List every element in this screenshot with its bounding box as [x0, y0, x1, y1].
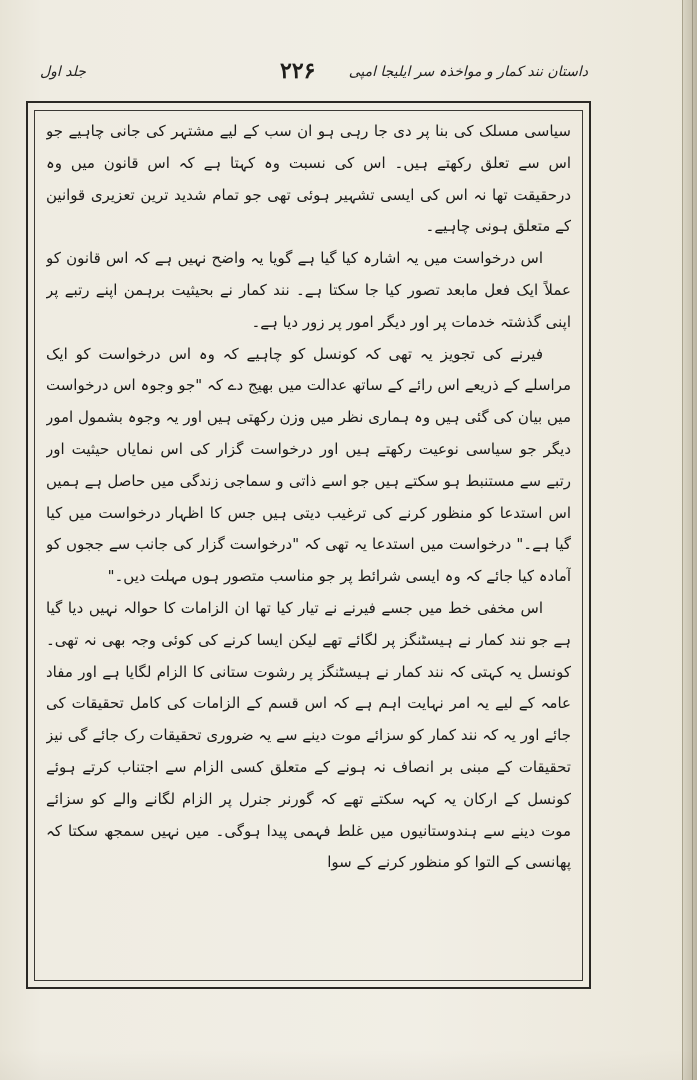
- paragraph: اس مخفی خط میں جسے فیرنے نے تیار کیا تھا ان الزامات کا حوالہ نہیں دیا گیا ہے جو نند کمار نے ہیسٹنگز پر لگائے تھے لیکن ایسا کرنے کی کوئی وجہ بھی نہ تھی۔ کونسل یہ کہتی کہ نند کمار نے ہیسٹنگز پر رشوت ستانی کا الزام لگایا ہے اور مفاد عامہ کے لیے یہ امر نہایت اہم ہے کہ اس قسم کے الزامات کی کامل تحقیقات کی جائے اور یہ کہ نند کمار کو سزائے موت دینے سے یہ ضروری تحقیقات رک جائے گی نیز تحقیقات کے مبنی بر انصاف نہ ہونے کے متعلق کسی الزام سے اجتناب کرتے ہوئے کونسل کے ارکان یہ کہہ سکتے تھے کہ گورنر جنرل پر الزام لگانے والے کو سزائے موت دینے سے ہندوستانیوں میں غلط فہمی پیدا ہوگی۔ میں نہیں سمجھ سکتا کہ پھانسی کے التوا کو منظور کرنے کے سوا: [46, 598, 571, 872]
- running-title: داستان نند کمار و مواخذہ سر ایلیجا امپی: [348, 64, 588, 80]
- paragraph: اس درخواست میں یہ اشارہ کیا گیا ہے گویا یہ واضح نہیں ہے کہ اس قانون کو عملاً ایک فعل مابعد تصور کیا جا سکتا ہے۔ نند کمار نے بحیثیت برہمن اپنے رتبے پر اپنی گذشتہ خدمات پر اور دیگر امور پر زور دیا ہے۔: [46, 249, 571, 331]
- volume-label: جلد اول: [40, 64, 86, 80]
- page-header: [40, 60, 588, 100]
- paragraph: فیرنے کی تجویز یہ تھی کہ کونسل کو چاہیے کہ وہ اس درخواست کو ایک مراسلے کے ذریعے اس رائے کے ساتھ عدالت میں بھیج دے کہ "جو وجوہ اس درخواست میں بیان کی گئی ہیں وہ ہماری نظر میں وزن رکھتی ہیں اور یہ وجوہ بشمول امور دیگر جو سیاسی نوعیت رکھتے ہیں اور درخواست گزار کی اس نمایاں حیثیت اور رتبے سے مستنبط ہو سکتے ہیں جو اسے ذاتی و سماجی زندگی میں حاصل ہے ہمیں اس استدعا کو منظور کرنے کی ترغیب دیتی ہیں جس کا اظہار درخواست میں کیا گیا ہے۔" درخواست میں استدعا یہ تھی کہ "درخواست گزار کی جانب سے ججوں کو آمادہ کیا جائے کہ وہ ایسی شرائط پر جو مناسب متصور ہوں مہلت دیں۔": [46, 344, 571, 586]
- paragraph: سیاسی مسلک کی بنا پر دی جا رہی ہو ان سب کے لیے مشتہر کی جانی چاہیے جو اس سے تعلق رکھتے ہیں۔ اس کی نسبت وہ کہتا ہے کہ اس قانون میں وہ درحقیقت تھا نہ اس کی ایسی تشہیر ہوئی تھی جو تمام شدید ترین تعزیری قوانین کے متعلق ہونی چاہیے۔: [46, 122, 571, 236]
- page-binding-edge: [682, 0, 697, 1080]
- body-text: [46, 116, 571, 976]
- page-bottom-shade: [0, 1050, 697, 1080]
- page-number: ۲۲۶: [280, 58, 316, 84]
